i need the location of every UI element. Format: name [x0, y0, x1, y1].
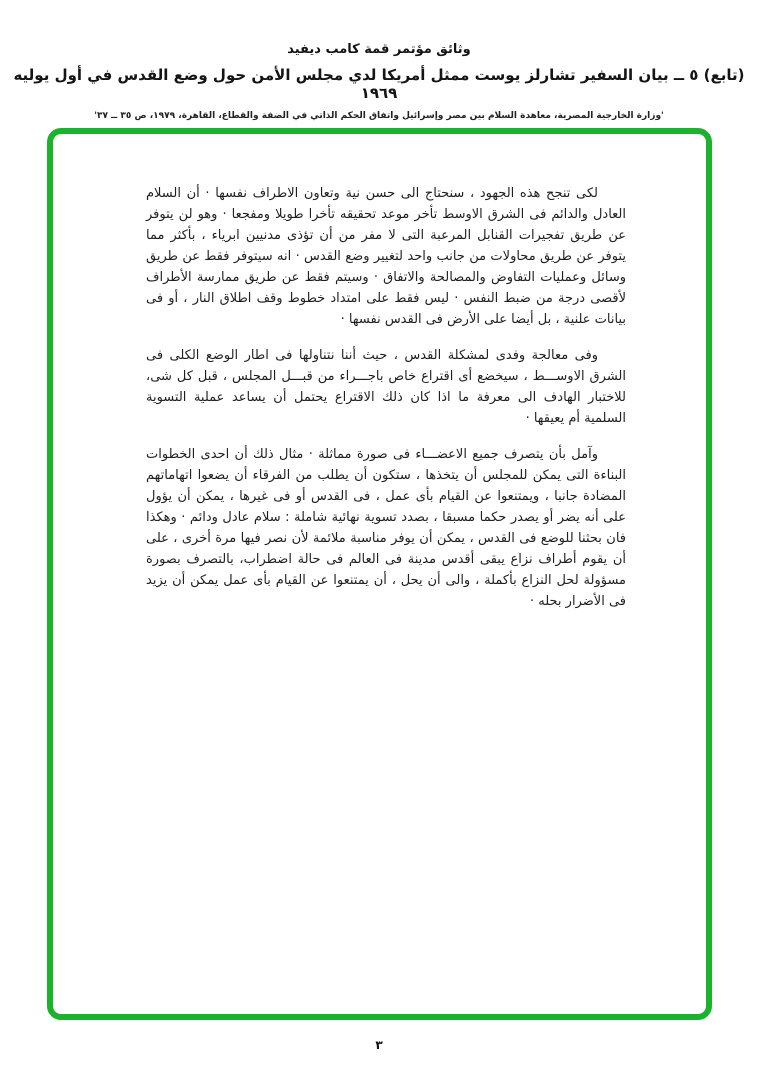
paragraph-3: وآمل بأن يتصرف جميع الاعضـــاء فى صورة مماثلة · مثال ذلك أن احدى الخطوات البناءة التى يمكن للمجلس أن يتخذها ، ستكون أن يطلب من الفرقاء أن يضعوا اتهاماتهم المضادة جانبا ، ويمتنعوا عن القيام بأى عمل ، فى القدس أو فى غيرها ، يمكن أن يؤول على أنه يضر أو يصدر حكما مسبقا ، بصدد تسوية نهائية شاملة : سلام عادل ودائم · وهكذا فان بحثنا للوضع فى القدس ، يمكن أن يوفر مناسبة ملائمة لأن نصر فيها مرة أخرى ، على أن يقوم أطراف نزاع يبقى أقدس مدينة فى العالم فى حالة اضطراب، بالتصرف بصورة مسؤولة لحل النزاع بأكملة ، والى أن يحل ، أن يمتنعوا عن القيام بأى عمل يمكن أن يزيد فى الأضرار بحله ·: [146, 447, 626, 609]
highlight-border-box: [47, 128, 712, 1020]
paragraph-2: وفى معالجة وفدى لمشكلة القدس ، حيث أننا نتناولها فى اطار الوضع الكلى فى الشرق الاوســـط ، سيخضع أى اقتراع خاص باجـــراء من قبـــل المجلس ، قبل كل شى، للاختبار الهادف الى معرفة ما اذا كان ذلك الاقتراع يحتمل أن يساعد عملية التسوية السلمية أم يعيقها ·: [146, 348, 626, 426]
paragraph-1: لكى تنجح هذه الجهود ، سنحتاج الى حسن نية وتعاون الاطراف نفسها · أن السلام العادل والدائم فى الشرق الاوسط تأخر موعد تحقيقه تأخرا طويلا ومفجعا · وهو لن يتوفر عن طريق تفجيرات القنابل المرعبة التى لا مفر من أن تؤذى مدنيين ابرياء ، بأكثر مما يتوفر عن طريق محاولات من جانب واحد لتغيير وضع القدس · انه سيتوفر فقط عن طريق وسائل وعمليات التفاوض والمصالحة والاتفاق · وسيتم فقط عن طريق ممارسة الأطراف لأقصى درجة من ضبط النفس · ليس فقط على امتداد خطوط وقف اطلاق النار ، أو فى بيانات علنية ، بل أيضا على الأرض فى القدس نفسها ·: [146, 186, 626, 327]
document-body: [146, 183, 626, 627]
source-citation: 'وزارة الخارجية المصرية، معاهدة السلام بين مصر وإسرائيل واتفاق الحكم الذاتي في الضفة والقطاع، القاهرة، ١٩٧٩، ص ٣٥ ــ ٣٧': [94, 111, 664, 121]
page-number: ٣: [375, 1038, 383, 1052]
page-title: وثائق مؤتمر قمة كامب ديفيد: [287, 42, 471, 57]
document-subtitle: (تابع) ٥ ــ بيان السفير تشارلز يوست ممثل أمريكا لدي مجلس الأمن حول وضع القدس في أول يوليه ١٩٦٩: [13, 66, 745, 102]
document-header: [0, 42, 758, 121]
